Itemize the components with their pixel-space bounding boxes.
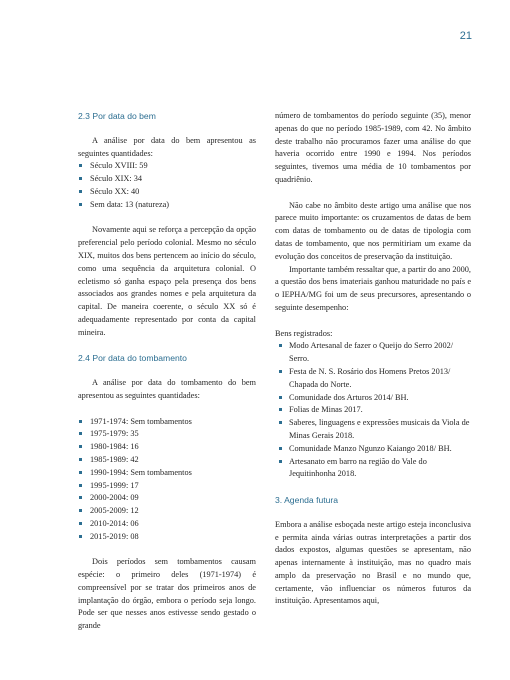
list-item: 1980-1984: 16 <box>78 441 256 454</box>
bullet-icon <box>79 432 82 435</box>
bullet-icon <box>279 396 282 399</box>
list-item: Século XX: 40 <box>78 186 256 199</box>
bullet-icon <box>79 445 82 448</box>
list-item: Sem data: 13 (natureza) <box>78 199 256 212</box>
list-item: 2000-2004: 09 <box>78 492 256 505</box>
bullet-icon <box>79 420 82 423</box>
paragraph: Embora a análise esboçada neste artigo esteja inconclusiva e permita ainda várias outras interpretações a partir dos dados expostos, algumas questões se apresentam, não apenas internamente à instituição, mas no quadro mais amplo da preservação no Brasil e no mundo que, certamente, vão influenciar os números futuros da instituição. Apresentamos aqui, <box>275 519 471 606</box>
bullet-icon <box>79 471 82 474</box>
list-item: 1975-1979: 35 <box>78 428 256 441</box>
bullet-icon <box>79 509 82 512</box>
list-item: Folias de Minas 2017. <box>275 404 471 417</box>
period-list <box>78 416 256 544</box>
list-item: 1995-1999: 17 <box>78 480 256 493</box>
section-title-por-data-do-tombamento: 2.4 Por data do tombamento <box>78 353 187 364</box>
bullet-icon <box>79 496 82 499</box>
list-item: Século XIX: 34 <box>78 173 256 186</box>
list-item: 2005-2009: 12 <box>78 505 256 518</box>
right-column <box>275 110 471 621</box>
bullet-icon <box>79 535 82 538</box>
section-title-agenda-futura: 3. Agenda futura <box>275 494 339 505</box>
paragraph: Importante também ressaltar que, a partir do ano 2000, a questão dos bens imateriais ganhou maturidade no país e o IEPHA/MG foi um de seus precursores, apresentando o seguinte desempenho: <box>275 264 472 312</box>
bullet-icon <box>79 203 82 206</box>
bullet-icon <box>79 484 82 487</box>
registered-goods-list <box>275 340 471 481</box>
paragraph: Novamente aqui se reforça a percepção da opção preferencial pelo período colonial. Mesmo no século XIX, muitos dos bens pertencem ao início do século, como uma sequência da arquitetura colonial. O ecletismo só ganha espaço pela presença dos bens associados aos grandes nomes e pela arquitetura da capital. De maneira coerente, o século XX só é adequadamente representado por conta da capital mineira. <box>78 225 256 337</box>
list-item: Comunidade dos Arturos 2014/ BH. <box>275 392 471 405</box>
list-item: 2010-2014: 06 <box>78 518 256 531</box>
list-label: Bens registrados: <box>275 328 333 338</box>
list-item: Modo Artesanal de fazer o Queijo do Serro 2002/ Serro. <box>275 340 471 366</box>
left-column <box>78 110 256 646</box>
list-item: Festa de N. S. Rosário dos Homens Pretos 2013/ Chapada do Norte. <box>275 366 471 392</box>
bullet-icon <box>279 408 282 411</box>
paragraph: Não cabe no âmbito deste artigo uma análise que nos parece muito importante: os cruzamentos de datas de bem com datas de tombamento ou de datas de tipologia com datas de tombamento, que nos permitiriam um exame da evolução dos conceitos de preservação da instituição. <box>275 200 471 261</box>
list-item: 1985-1989: 42 <box>78 454 256 467</box>
bullet-icon <box>279 370 282 373</box>
list-item: 1971-1974: Sem tombamentos <box>78 416 256 429</box>
section-title-por-data-do-bem: 2.3 Por data do bem <box>78 111 156 121</box>
paragraph: número de tombamentos do período seguinte (35), menor apenas do que no período 1985-1989, com 42. No âmbito deste trabalho não procuramos fazer uma análise do que haveria ocorrido entre 1990 e 1994. Nos períodos seguintes, tivemos uma média de 10 tombamentos por quadriênio. <box>275 111 471 184</box>
list-item: Saberes, linguagens e expressões musicais da Viola de Minas Gerais 2018. <box>275 417 471 443</box>
bullet-icon <box>279 447 282 450</box>
century-list <box>78 160 256 211</box>
bullet-icon <box>279 421 282 424</box>
bullet-icon <box>79 177 82 180</box>
list-item: 1990-1994: Sem tombamentos <box>78 467 256 480</box>
bullet-icon <box>79 190 82 193</box>
bullet-icon <box>279 460 282 463</box>
list-item: Século XVIII: 59 <box>78 160 256 173</box>
page-number: 21 <box>459 30 472 42</box>
list-item: 2015-2019: 08 <box>78 531 256 544</box>
paragraph: Dois períodos sem tombamentos causam espécie: o primeiro deles (1971-1974) é compreensível por se tratar dos primeiros anos de implantação do órgão, embora o período seja longo. Pode ser que nesses anos estivesse sendo gestado o grande <box>78 557 256 631</box>
list-item: Comunidade Manzo Ngunzo Kaiango 2018/ BH. <box>275 443 471 456</box>
bullet-icon <box>79 522 82 525</box>
section-intro: A análise por data do tombamento do bem apresentou as seguintes quantidades: <box>78 378 256 400</box>
bullet-icon <box>279 344 282 347</box>
section-intro: A análise por data do bem apresentou as seguintes quantidades: <box>78 135 256 158</box>
bullet-icon <box>79 458 82 461</box>
list-item: Artesanato em barro na região do Vale do Jequitinhonha 2018. <box>275 456 471 482</box>
bullet-icon <box>79 164 82 167</box>
